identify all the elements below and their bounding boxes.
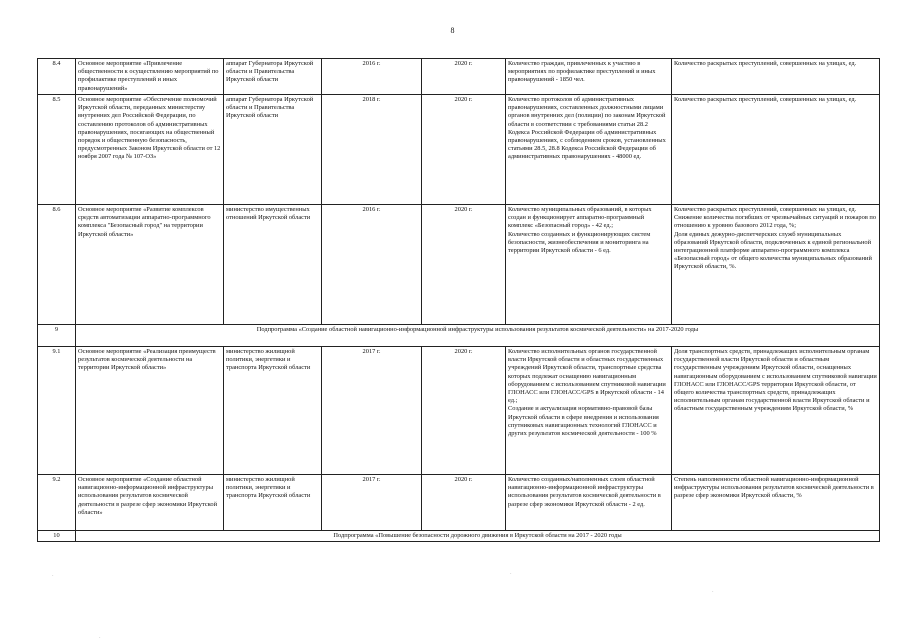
- start-year-cell: 2016 г.: [322, 205, 422, 325]
- end-year-cell: 2020 г.: [422, 205, 506, 325]
- table-row: [38, 347, 880, 475]
- start-year-cell: 2017 г.: [322, 475, 422, 531]
- end-year-cell: 2020 г.: [422, 59, 506, 95]
- target-indicator-cell: Количество раскрытых преступлений, совершенных на улицах, ед.: [672, 59, 880, 95]
- end-year-cell: 2020 г.: [422, 347, 506, 475]
- section-title: Подпрограмма «Создание областной навигационно-информационной инфраструктуры использования результатов космической деятельности» на 2017-2020 годы: [76, 325, 880, 347]
- row-number: 8.6: [38, 205, 76, 325]
- measures-table: [37, 58, 880, 542]
- target-indicator-cell: Количество раскрытых преступлений, совершенных на улицах, ед. Снижение количества погибших от чрезвычайных ситуаций и пожаров по отношению к уровню базового 2012 года, %; Доля единых дежурно-диспетчерских служб муниципальных образований Иркутской области, подключенных к единой региональной интеграционной платформе аппаратно-программного комплекса «Безопасный город» от общего количества муниципальных образований Иркутской области, %.: [672, 205, 880, 325]
- section-row: [38, 531, 880, 542]
- direct-result-cell: Количество исполнительных органов государственной власти Иркутской области и областных государственных учреждений Иркутской области, транспортные средства которых подлежат оснащению навигационным оборудованием с использованием спутниковой навигации ГЛОНАСС или ГЛОНАСС/GPS в Иркутской области - 14 ед.; Создание и актуализация нормативно-правовой базы Иркутской области в сфере внедрения и использования спутниковых навигационных технологий ГЛОНАСС и других результатов космической деятельности - 100 %: [506, 347, 672, 475]
- measure-cell: Основное мероприятие «Реализация преимуществ результатов космической деятельности на территории Иркутской области»: [76, 347, 224, 475]
- scan-speck: ·: [510, 572, 512, 577]
- executor-cell: аппарат Губернатора Иркутской области и Правительства Иркутской области: [224, 59, 322, 95]
- table-row: [38, 475, 880, 531]
- row-number: 8.4: [38, 59, 76, 95]
- end-year-cell: 2020 г.: [422, 475, 506, 531]
- direct-result-cell: Количество муниципальных образований, в которых создан и функционирует аппаратно-программный комплекс «Безопасный город» - 42 ед.; Количество созданных и функционирующих систем безопасности, жизнеобеспечения и мониторинга на территории Иркутской области - 6 ед.: [506, 205, 672, 325]
- row-number: 9.1: [38, 347, 76, 475]
- start-year-cell: 2016 г.: [322, 59, 422, 95]
- start-year-cell: 2018 г.: [322, 95, 422, 205]
- executor-cell: министерство имущественных отношений Иркутской области: [224, 205, 322, 325]
- page-number: 8: [450, 26, 455, 35]
- scan-speck: ·: [712, 590, 714, 595]
- section-number: 10: [38, 531, 76, 542]
- table-row: [38, 95, 880, 205]
- measure-cell: Основное мероприятие «Обеспечение полномочий Иркутской области, переданных министерству внутренних дел Российской Федерации, по составлению протоколов об административных правонарушениях, посягающих на общественный порядок и общественную безопасность, предусмотренных Законом Иркутской области от 12 ноября 2007 года № 107-ОЗ»: [76, 95, 224, 205]
- executor-cell: министерство жилищной политики, энергетики и транспорта Иркутской области: [224, 347, 322, 475]
- target-indicator-cell: Доля транспортных средств, принадлежащих исполнительным органам государственной власти Иркутской области и областным государственным учреждениям Иркутской области, оснащенных навигационным оборудованием с использованием спутниковой навигации ГЛОНАСС или ГЛОНАСС/GPS территории Иркутской области, от общего количества транспортных средств, принадлежащих исполнительным органам государственной власти Иркутской области и областным государственным учреждениям Иркутской области, %: [672, 347, 880, 475]
- scan-speck: ·: [52, 574, 54, 579]
- direct-result-cell: Количество протоколов об административных правонарушениях, составленных должностными лицами органов внутренних дел (полиции) по законам Иркутской области в соответствии с требованиями статьи 28.2 Кодекса Российской Федерации об административных правонарушениях, с соблюдением сроков, установленных статьями 28.5, 28.8 Кодекса Российской Федерации об административных правонарушениях - 48000 ед.: [506, 95, 672, 205]
- row-number: 8.5: [38, 95, 76, 205]
- measure-cell: Основное мероприятие «Развитие комплексов средств автоматизации аппаратно-программного комплекса "Безопасный город" на территории Иркутской области»: [76, 205, 224, 325]
- measure-cell: Основное мероприятие «Создание областной навигационно-информационной инфраструктуры использования результатов космической деятельности в разрезе сфер экономики Иркутской области»: [76, 475, 224, 531]
- section-number: 9: [38, 325, 76, 347]
- executor-cell: министерство жилищной политики, энергетики и транспорта Иркутской области: [224, 475, 322, 531]
- direct-result-cell: Количество граждан, привлеченных к участию в мероприятиях по профилактике преступлений и иных правонарушений - 1850 чел.: [506, 59, 672, 95]
- executor-cell: аппарат Губернатора Иркутской области и Правительства Иркутской области: [224, 95, 322, 205]
- direct-result-cell: Количество созданных/наполненных слоев областной навигационно-информационной инфраструктуры использования результатов космической деятельности в разрезе сфер экономики Иркутской области - 2 ед.: [506, 475, 672, 531]
- row-number: 9.2: [38, 475, 76, 531]
- scan-speck: ·: [99, 636, 101, 641]
- end-year-cell: 2020 г.: [422, 95, 506, 205]
- measure-cell: Основное мероприятие «Привлечение общественности к осуществлению мероприятий по профилактике преступлений и иных правонарушений»: [76, 59, 224, 95]
- section-row: [38, 325, 880, 347]
- target-indicator-cell: Количество раскрытых преступлений, совершенных на улицах, ед.: [672, 95, 880, 205]
- start-year-cell: 2017 г.: [322, 347, 422, 475]
- target-indicator-cell: Степень наполненности областной навигационно-информационной инфраструктуры использования результатов космической деятельности в разрезе сфер экономики Иркутской области, %: [672, 475, 880, 531]
- section-title: Подпрограмма «Повышение безопасности дорожного движения в Иркутской области на 2017 - 2020 годы: [76, 531, 880, 542]
- table-row: [38, 59, 880, 95]
- table-row: [38, 205, 880, 325]
